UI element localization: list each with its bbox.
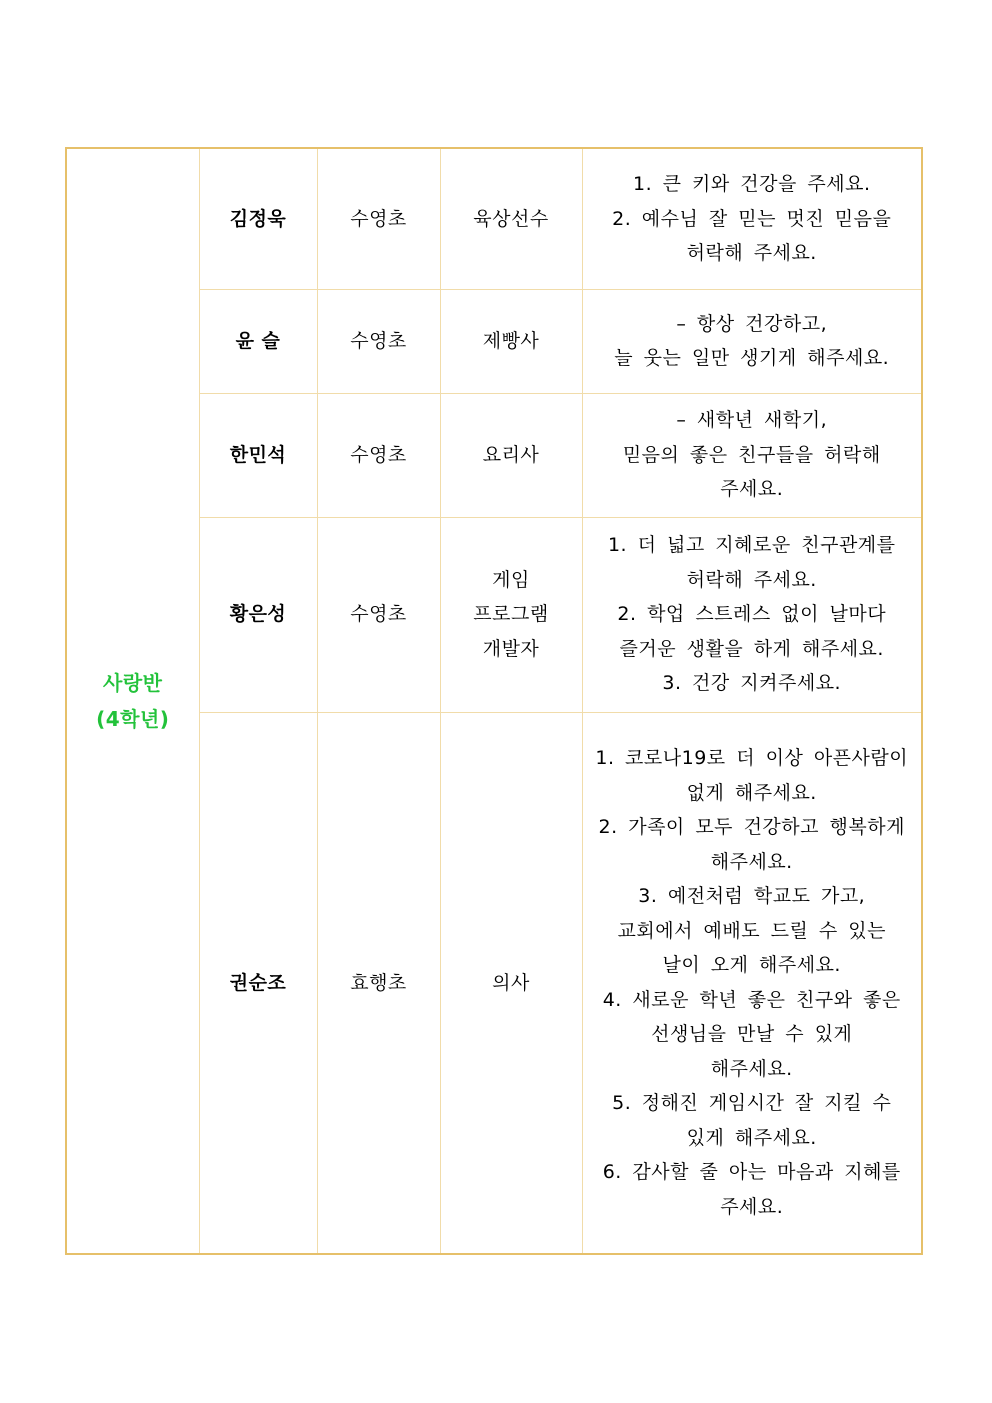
prayer-line: – 새학년 새학기, <box>676 409 828 432</box>
prayer-line: 1. 더 넓고 지혜로운 친구관계를 <box>607 534 896 557</box>
prayer-line: 허락해 주세요. <box>686 568 817 591</box>
class-name: 사랑반 <box>103 671 163 695</box>
prayer-line: 1. 큰 키와 건강을 주세요. <box>632 173 871 195</box>
school-name: 수영초 <box>317 393 440 517</box>
prayer-line: 늘 웃는 일만 생기게 해주세요. <box>614 347 890 369</box>
prayer-line: 날이 오게 해주세요. <box>662 954 841 977</box>
student-name: 권순조 <box>199 712 317 1254</box>
prayer-request <box>582 289 922 393</box>
student-name: 한민석 <box>199 393 317 517</box>
school-name: 효행초 <box>317 712 440 1254</box>
table-row <box>66 148 922 289</box>
student-name: 황은성 <box>199 517 317 712</box>
prayer-line: 있게 해주세요. <box>686 1126 817 1149</box>
prayer-line: 2. 가족이 모두 건강하고 행복하게 <box>598 816 905 839</box>
prayer-request <box>582 712 922 1254</box>
prayer-line: 2. 학업 스트레스 없이 날마다 <box>617 603 887 626</box>
dream-line: 육상선수 <box>473 207 549 230</box>
prayer-line: 즐거운 생활을 하게 해주세요. <box>619 637 884 660</box>
dream-job <box>440 517 582 712</box>
prayer-line: 믿음의 좋은 친구들을 허락해 <box>622 443 881 466</box>
prayer-line: 허락해 주세요. <box>686 242 817 264</box>
prayer-line: 주세요. <box>720 478 784 501</box>
prayer-line: 2. 예수님 잘 믿는 멋진 믿음을 <box>612 207 892 230</box>
dream-line: 제빵사 <box>482 329 540 352</box>
dream-job <box>440 289 582 393</box>
prayer-table <box>65 147 923 1255</box>
school-name: 수영초 <box>317 148 440 289</box>
prayer-line: 주세요. <box>720 1195 784 1218</box>
prayer-line: 선생님을 만날 수 있게 <box>651 1023 853 1046</box>
dream-line: 요리사 <box>482 443 540 466</box>
school-name: 수영초 <box>317 289 440 393</box>
prayer-line: 해주세요. <box>710 1057 793 1080</box>
class-grade: (4학년) <box>96 707 170 731</box>
prayer-line: 1. 코로나19로 더 이상 아픈사람이 <box>595 747 909 770</box>
dream-line: 프로그램 <box>473 603 549 626</box>
prayer-line: 해주세요. <box>710 850 793 873</box>
prayer-request <box>582 393 922 517</box>
student-name: 윤 슬 <box>199 289 317 393</box>
prayer-request <box>582 148 922 289</box>
prayer-line: 3. 건강 지켜주세요. <box>662 672 842 695</box>
dream-line: 게임 <box>492 568 530 591</box>
prayer-line: – 항상 건강하고, <box>676 312 828 335</box>
dream-line: 개발자 <box>482 637 540 660</box>
prayer-line: 4. 새로운 학년 좋은 친구와 좋은 <box>602 988 901 1011</box>
prayer-line: 5. 정해진 게임시간 잘 지킬 수 <box>612 1092 892 1115</box>
class-group-cell <box>66 148 199 1254</box>
prayer-request <box>582 517 922 712</box>
prayer-line: 교회에서 예배도 드릴 수 있는 <box>617 919 886 942</box>
dream-job <box>440 393 582 517</box>
prayer-line: 없게 해주세요. <box>686 781 817 804</box>
school-name: 수영초 <box>317 517 440 712</box>
prayer-line: 6. 감사할 줄 아는 마음과 지혜를 <box>602 1161 901 1184</box>
dream-job <box>440 148 582 289</box>
student-name: 김정욱 <box>199 148 317 289</box>
dream-line: 의사 <box>492 971 530 994</box>
dream-job <box>440 712 582 1254</box>
prayer-line: 3. 예전처럼 학교도 가고, <box>638 885 866 908</box>
